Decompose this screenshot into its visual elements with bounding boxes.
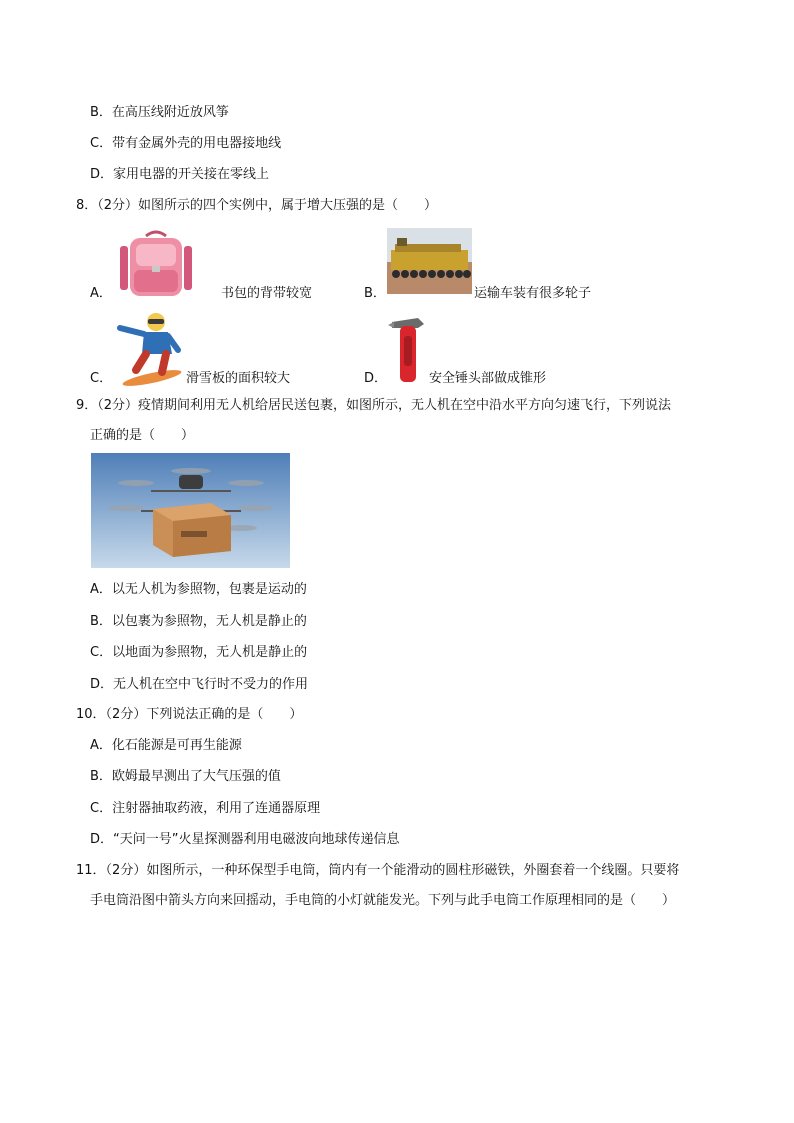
- q9-stem-line2: 正确的是（ ）: [90, 428, 195, 443]
- delivery-drone-image: [91, 453, 290, 568]
- transport-truck-image: [387, 228, 472, 294]
- q8-stem: 8．（2分）如图所示的四个实例中，属于增大压强的是（ ）: [76, 198, 438, 213]
- q7-option-d: D．家用电器的开关接在零线上: [90, 167, 270, 182]
- q9-option-a: A．以无人机为参照物，包裹是运动的: [90, 582, 307, 597]
- q9-option-c: C．以地面为参照物，无人机是静止的: [90, 645, 308, 660]
- snowboarder-image: [112, 310, 184, 386]
- q8-option-b-letter: B．: [364, 286, 386, 301]
- q7-option-c: C．带有金属外壳的用电器接地线: [90, 136, 282, 151]
- q10-option-c: C．注射器抽取药液，利用了连通器原理: [90, 801, 321, 816]
- q8-option-c-text: 滑雪板的面积较大: [186, 371, 291, 386]
- safety-hammer-image: [388, 314, 428, 384]
- schoolbag-image: [112, 230, 200, 300]
- q8-option-c-letter: C．: [90, 371, 113, 386]
- q8-option-b-text: 运输车装有很多轮子: [474, 286, 592, 301]
- q11-stem-line2: 手电筒沿图中箭头方向来回摇动，手电筒的小灯就能发光。下列与此手电筒工作原理相同的是（ ）: [90, 893, 676, 908]
- q8-option-a-letter: A．: [90, 286, 112, 301]
- q10-stem: 10．（2分）下列说法正确的是（ ）: [76, 707, 303, 722]
- q7-option-b: B．在高压线附近放风筝: [90, 105, 229, 120]
- q9-option-b: B．以包裹为参照物，无人机是静止的: [90, 614, 307, 629]
- q10-option-b: B．欧姆最早测出了大气压强的值: [90, 769, 281, 784]
- q9-option-d: D．无人机在空中飞行时不受力的作用: [90, 677, 309, 692]
- q10-option-a: A．化石能源是可再生能源: [90, 738, 242, 753]
- q8-option-a-text: 书包的背带较宽: [221, 286, 313, 301]
- q9-stem-line1: 9．（2分）疫情期间利用无人机给居民送包裹，如图所示，无人机在空中沿水平方向匀速飞行，下列说法: [76, 398, 672, 413]
- q11-stem-line1: 11．（2分）如图所示，一种环保型手电筒，筒内有一个能滑动的圆柱形磁铁，外圈套着一个线圈。只要将: [76, 863, 680, 878]
- q10-option-d: D．“天问一号”火星探测器利用电磁波向地球传递信息: [90, 832, 400, 847]
- q8-option-d-text: 安全锤头部做成锥形: [429, 371, 547, 386]
- q8-option-d-letter: D．: [364, 371, 388, 386]
